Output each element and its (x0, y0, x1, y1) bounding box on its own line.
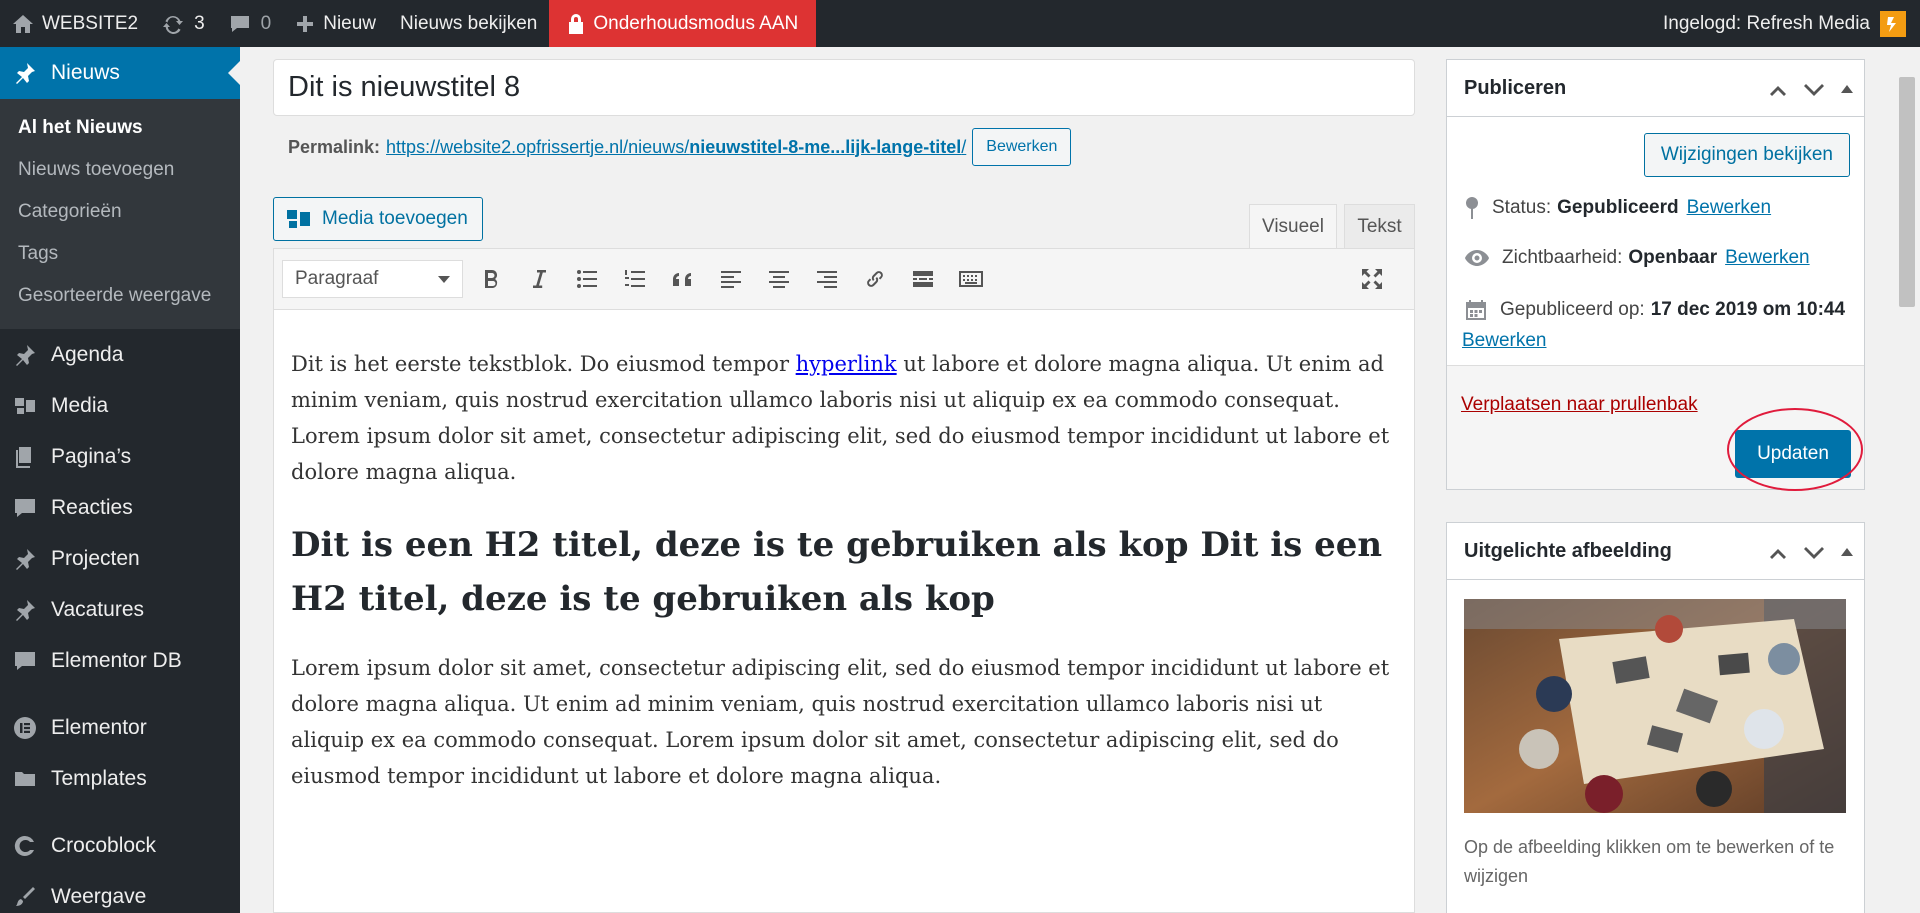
view-news-link[interactable] (388, 0, 549, 47)
new-label: Nieuw (323, 12, 377, 34)
keyboard-icon (958, 267, 984, 291)
chevron-up-icon[interactable] (1768, 82, 1788, 96)
paragraph-1-text-rest: ut labore et dolore magna aliqua. Ut enim ad minim veniam, quis nostrud exercitation ullamco laboris nisi ut aliquip ex ea commodo consequat. Lorem ipsum dolor sit amet, consectetur adipiscing elit, sed do eiusmod tempor incididunt ut labore et dolore magna aliqua. (291, 352, 1390, 484)
sidebar-item-label: Media (51, 393, 109, 417)
bullet-list-button[interactable] (567, 259, 607, 299)
calendar-icon (1464, 298, 1488, 322)
paragraph-1-text: Dit is het eerste tekstblok. Do eiusmod tempor (291, 352, 796, 376)
sidebar-item-templates[interactable] (0, 753, 240, 804)
sidebar-item-label: Reacties (51, 495, 133, 519)
panel-controls (1752, 60, 1854, 117)
brush-icon (13, 885, 37, 909)
comment-icon (229, 14, 251, 34)
panel-controls (1752, 523, 1854, 580)
submenu-item-add-news[interactable]: Nieuws toevoegen (18, 159, 175, 180)
folder-icon (13, 767, 37, 791)
refresh-icon (162, 13, 184, 35)
sidebar-item-label: Templates (51, 766, 147, 790)
align-center-icon (767, 267, 791, 291)
numbered-list-button[interactable] (615, 259, 655, 299)
admin-sidebar (0, 47, 240, 913)
status-row (1464, 196, 1771, 220)
format-select[interactable] (282, 260, 463, 298)
pin-icon (13, 598, 37, 622)
comment-icon (13, 496, 37, 520)
bullet-list-icon (575, 267, 599, 291)
current-arrow (228, 61, 240, 85)
maintenance-mode-link[interactable] (549, 0, 816, 47)
sidebar-item-label: Crocoblock (51, 833, 157, 857)
submenu-item-categories[interactable]: Categorieën (18, 201, 122, 222)
fullscreen-button[interactable] (1352, 259, 1392, 299)
move-to-trash-link[interactable]: Verplaatsen naar prullenbak (1461, 394, 1698, 415)
permalink-row (288, 128, 1071, 166)
sidebar-item-pages[interactable] (0, 431, 240, 482)
paragraph-2: Lorem ipsum dolor sit amet, consectetur adipiscing elit, sed do eiusmod tempor incididunt ut labore et dolore magna aliqua. Ut enim ad minim veniam, quis nostrud exercitation ullamco laboris nisi ut aliquip ex ea commodo consequat. Lorem ipsum dolor sit amet, consectetur adipiscing elit, sed do eiusmod tempor incididunt ut labore et dolore magna aliqua. (291, 656, 1390, 788)
align-center-button[interactable] (759, 259, 799, 299)
fullscreen-icon (1360, 267, 1384, 291)
tab-text[interactable]: Tekst (1344, 204, 1415, 248)
editor-content[interactable] (274, 310, 1414, 794)
submenu-item-all-news[interactable]: Al het Nieuws (18, 117, 143, 138)
published-date-row (1464, 298, 1845, 322)
sidebar-item-label: Vacatures (51, 597, 144, 621)
permalink-label: Permalink: (288, 136, 381, 157)
editor-toolbar (274, 249, 1414, 310)
logged-in-label: Ingelogd: Refresh Media (1662, 12, 1870, 34)
pin-icon (13, 547, 37, 571)
italic-icon (528, 267, 550, 291)
add-media-button[interactable] (273, 197, 483, 241)
featured-image-panel-header (1447, 523, 1864, 580)
publish-actions (1447, 365, 1864, 489)
sidebar-item-elementor-db[interactable] (0, 635, 240, 686)
updates-count: 3 (194, 12, 205, 34)
comment-icon (13, 649, 37, 673)
media-icon (13, 394, 37, 418)
bold-button[interactable] (471, 259, 511, 299)
featured-image-caption: Op de afbeelding klikken om te bewerken of te wijzigen (1464, 837, 1835, 886)
sidebar-item-media[interactable] (0, 380, 240, 431)
published-label: Gepubliceerd op: (1500, 299, 1645, 320)
comments-link[interactable] (217, 0, 284, 47)
visibility-row (1464, 247, 1810, 269)
avatar (1880, 11, 1906, 37)
featured-image-illustration (1464, 599, 1846, 813)
visibility-edit-link[interactable]: Bewerken (1725, 247, 1810, 268)
paragraph-1 (291, 346, 1398, 490)
pin-marker-icon (1464, 196, 1480, 220)
tab-visual[interactable]: Visueel (1249, 204, 1337, 248)
permalink-slug: nieuwstitel-8-me...lijk-lange-titel (689, 136, 962, 157)
sidebar-item-label: Agenda (51, 342, 124, 366)
publish-panel (1446, 59, 1865, 490)
sidebar-item-label: Elementor DB (51, 648, 182, 672)
sidebar-item-label: Projecten (51, 546, 140, 570)
chevron-down-icon (438, 276, 450, 283)
pin-icon (13, 343, 37, 367)
sidebar-item-nieuws[interactable] (0, 47, 240, 99)
sidebar-item-agenda[interactable] (0, 329, 240, 380)
align-left-button[interactable] (711, 259, 751, 299)
sidebar-item-projects[interactable] (0, 533, 240, 584)
elementor-icon (13, 716, 37, 740)
sidebar-item-vacatures[interactable] (0, 584, 240, 635)
admin-bar (0, 0, 1920, 47)
crocoblock-icon (13, 834, 37, 858)
italic-button[interactable] (519, 259, 559, 299)
visibility-value: Openbaar (1628, 247, 1718, 268)
align-right-icon (815, 267, 839, 291)
featured-image-title: Uitgelichte afbeelding (1464, 539, 1672, 562)
content-hyperlink[interactable]: hyperlink (795, 352, 897, 376)
submenu-nieuws (0, 99, 240, 329)
sidebar-item-label: Nieuws (51, 61, 120, 84)
preview-changes-button[interactable]: Wijzigingen bekijken (1644, 133, 1850, 177)
status-value: Gepubliceerd (1557, 197, 1679, 218)
comments-count: 0 (260, 12, 272, 34)
content-editor (273, 248, 1415, 913)
collapse-icon[interactable] (1840, 547, 1854, 557)
pin-icon (13, 61, 37, 85)
sidebar-item-label: Pagina’s (51, 444, 132, 468)
quote-icon (671, 267, 695, 291)
publish-panel-header (1447, 60, 1864, 117)
sidebar-item-comments[interactable] (0, 482, 240, 533)
update-button[interactable]: Updaten (1735, 430, 1851, 478)
status-edit-link[interactable]: Bewerken (1686, 197, 1772, 218)
account-menu[interactable] (1663, 0, 1920, 47)
read-more-button[interactable] (903, 259, 943, 299)
menu-separator (0, 686, 240, 702)
published-date-edit-link[interactable]: Bewerken (1462, 330, 1547, 351)
sidebar-item-crocoblock[interactable] (0, 820, 240, 871)
numbered-list-icon (623, 267, 647, 291)
featured-image-panel (1446, 522, 1865, 913)
chevron-down-icon[interactable] (1804, 545, 1824, 559)
lock-icon (567, 13, 585, 35)
page-scrollbar[interactable] (1895, 47, 1920, 913)
eye-icon (1464, 249, 1490, 267)
view-news-label: Nieuws bekijken (400, 12, 538, 34)
permalink-end: / (961, 136, 967, 157)
add-media-label: Media toevoegen (322, 208, 468, 229)
permalink-edit-button[interactable]: Bewerken (972, 128, 1071, 166)
home-icon (12, 14, 34, 34)
format-select-value: Paragraaf (295, 268, 379, 289)
plus-icon (295, 14, 315, 34)
permalink-link[interactable] (386, 137, 966, 158)
toolbar-toggle-button[interactable] (951, 259, 991, 299)
published-value: 17 dec 2019 om 10:44 (1650, 299, 1846, 320)
blockquote-button[interactable] (663, 259, 703, 299)
content-heading: Dit is een H2 titel, deze is te gebruiken als kop Dit is een H2 titel, deze is te gebruiken als kop (291, 525, 1383, 619)
status-label: Status: (1492, 197, 1552, 218)
pages-icon (13, 445, 37, 469)
updates-link[interactable] (150, 0, 217, 47)
link-icon (863, 267, 887, 291)
post-title-value: Dit is nieuwstitel 8 (288, 71, 521, 103)
permalink-base: https://website2.opfrissertje.nl/nieuws/ (386, 136, 690, 157)
submenu-item-sorted-view[interactable]: Gesorteerde weergave (18, 285, 212, 306)
sidebar-item-label: Weergave (51, 884, 147, 908)
post-title-input[interactable] (273, 59, 1415, 116)
menu-separator (0, 804, 240, 820)
site-name-link[interactable] (0, 0, 150, 47)
chevron-down-icon[interactable] (1804, 82, 1824, 96)
featured-image[interactable] (1464, 599, 1846, 813)
chevron-up-icon[interactable] (1768, 545, 1788, 559)
refresh-logo-icon (1885, 15, 1901, 33)
media-icon (286, 207, 312, 231)
scrollbar-thumb[interactable] (1899, 77, 1915, 307)
sidebar-item-appearance[interactable] (0, 871, 240, 913)
sidebar-item-elementor[interactable] (0, 702, 240, 753)
visibility-label: Zichtbaarheid: (1502, 247, 1623, 268)
align-right-button[interactable] (807, 259, 847, 299)
submenu-item-tags[interactable]: Tags (18, 243, 59, 264)
align-left-icon (719, 267, 743, 291)
maintenance-label: Onderhoudsmodus AAN (593, 12, 799, 34)
sidebar-item-label: Elementor (51, 715, 147, 739)
publish-panel-title: Publiceren (1464, 76, 1567, 99)
bold-icon (480, 267, 502, 291)
new-content-link[interactable] (283, 0, 388, 47)
site-name: WEBSITE2 (42, 12, 139, 34)
read-more-icon (911, 267, 935, 291)
insert-link-button[interactable] (855, 259, 895, 299)
collapse-icon[interactable] (1840, 84, 1854, 94)
